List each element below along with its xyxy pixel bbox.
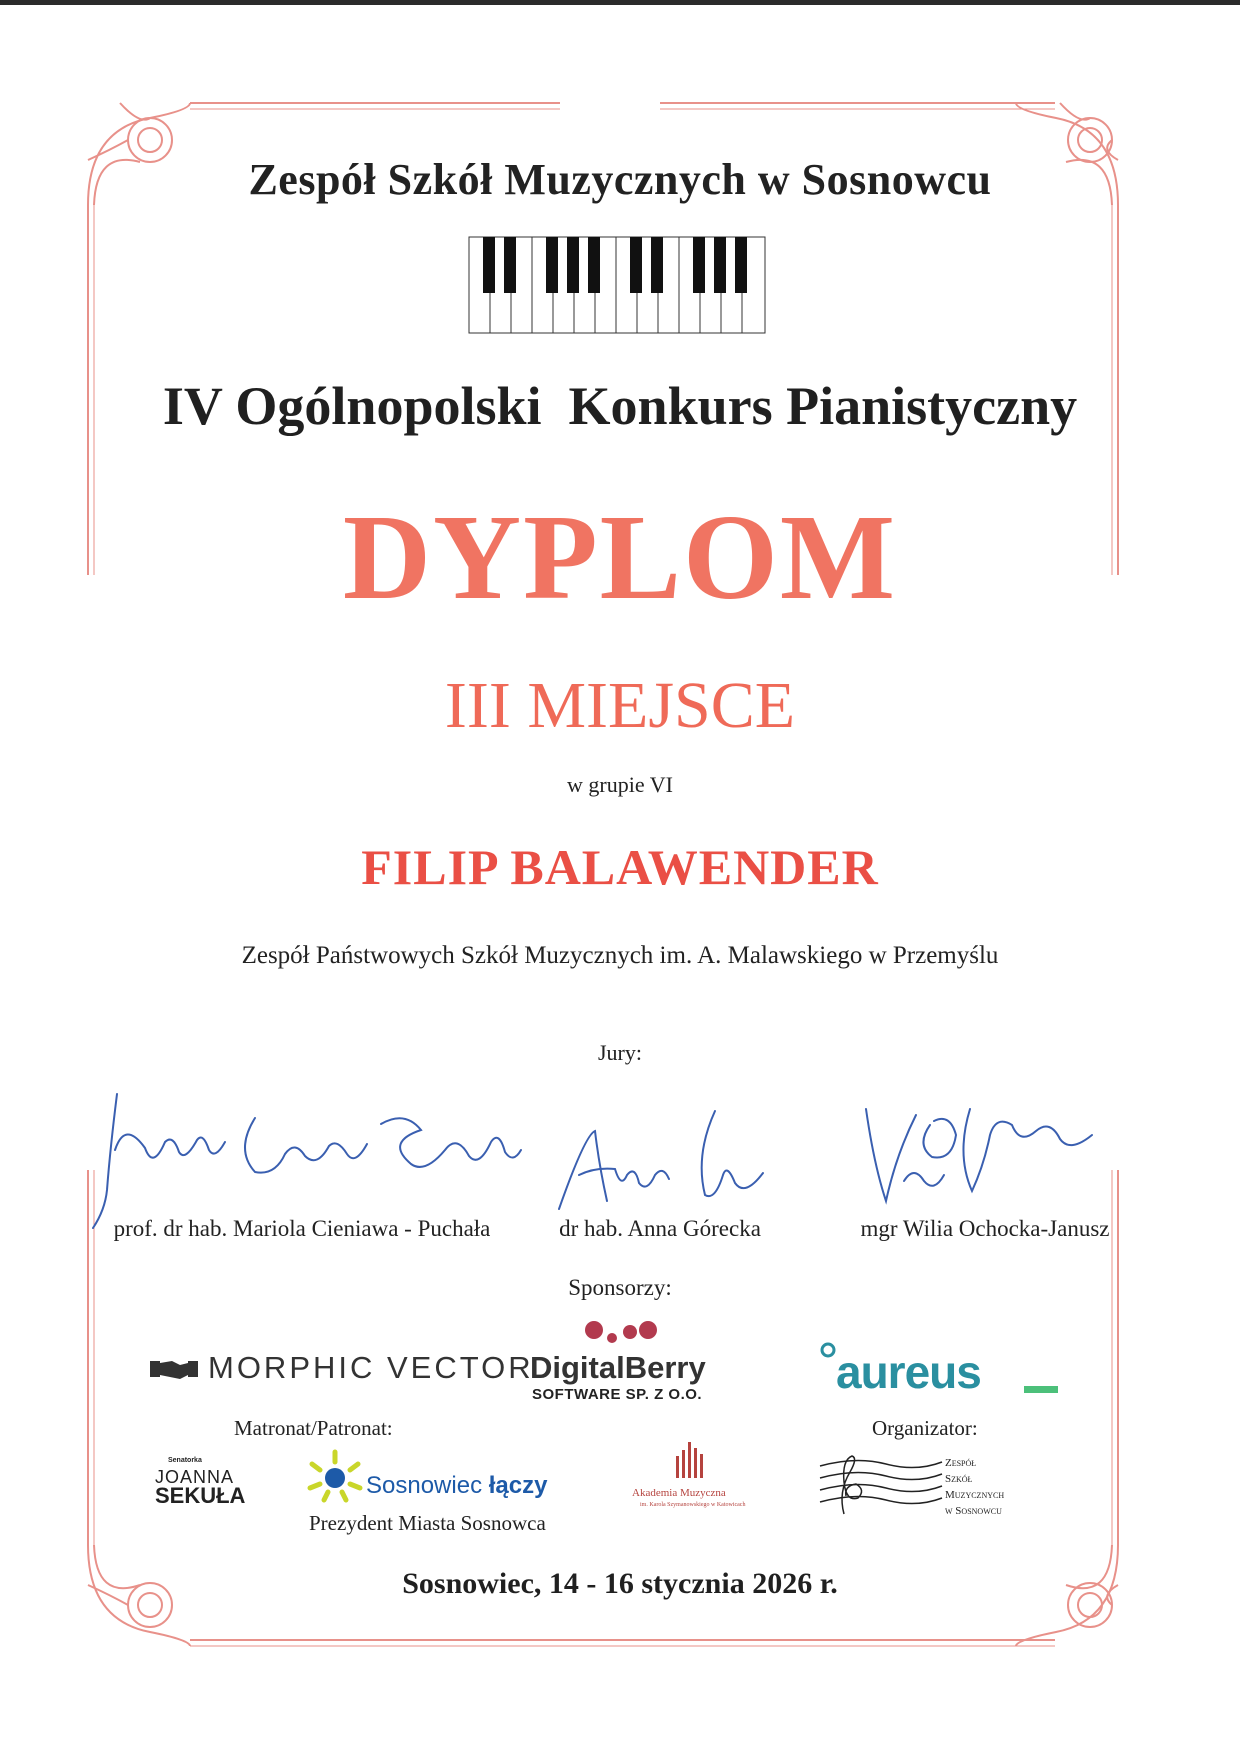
senator-caption: Senatorka	[168, 1457, 202, 1464]
organizer-line-1: Zespół	[945, 1457, 977, 1469]
school-title: Zespół Szkół Muzycznych w Sosnowcu	[248, 155, 992, 204]
morphic-vector-logo: MORPHIC VECTOR	[208, 1350, 534, 1385]
signature-gorecka	[555, 1105, 775, 1215]
digitalberry-berries-icon	[584, 1318, 664, 1348]
signature-ochocka-janusz	[860, 1095, 1100, 1215]
juror-name-ochocka-janusz: mgr Wilia Ochocka-Janusz	[860, 1216, 1110, 1241]
organizer-logo-text	[945, 1455, 1004, 1519]
organizer-label: Organizator:	[872, 1416, 978, 1440]
award-place: III MIEJSCE	[444, 669, 796, 742]
academy-logo-subtitle: im. Karola Szymanowskiego w Katowicach	[640, 1502, 746, 1508]
organizer-line-4: w Sosnowcu	[945, 1505, 1002, 1517]
digitalberry-subtitle: SOFTWARE SP. Z O.O.	[532, 1386, 703, 1403]
sosnowiec-word: Sosnowiec	[366, 1472, 483, 1499]
piano-keyboard-icon	[468, 236, 766, 334]
aureus-logo: aureus	[836, 1346, 981, 1398]
sosnowiec-sun-icon	[304, 1448, 366, 1504]
diploma-title: DYPLOM	[342, 490, 898, 625]
sponsors-label: Sponsorzy:	[568, 1275, 672, 1300]
senator-first-name: JOANNA	[155, 1467, 235, 1487]
aureus-underscore	[1024, 1386, 1058, 1393]
laczy-word: łączy	[488, 1472, 548, 1499]
sosnowiec-laczy-logo	[366, 1472, 547, 1500]
competition-title: IV Ogólnopolski Konkurs Pianistyczny	[162, 376, 1078, 436]
patronage-label: Matronat/Patronat:	[234, 1416, 393, 1440]
juror-name-cieniawa-puchala: prof. dr hab. Mariola Cieniawa - Puchała	[113, 1216, 491, 1241]
academy-pipes-icon	[674, 1440, 704, 1480]
president-caption: Prezydent Miasta Sosnowca	[309, 1511, 546, 1535]
academy-logo-name: Akademia Muzyczna	[632, 1487, 726, 1499]
senator-last-name: SEKUŁA	[155, 1483, 246, 1508]
juror-name-gorecka: dr hab. Anna Górecka	[559, 1216, 761, 1241]
award-group: w grupie VI	[567, 772, 673, 797]
aureus-ring-icon	[818, 1340, 838, 1360]
laureate-school: Zespół Państwowych Szkół Muzycznych im. A. Malawskiego w Przemyślu	[241, 942, 999, 969]
date-place: Sosnowiec, 14 - 16 stycznia 2026 r.	[402, 1567, 838, 1600]
jury-label: Jury:	[598, 1040, 642, 1065]
organizer-line-3: Muzycznych	[945, 1489, 1005, 1501]
signature-cieniawa-puchala	[85, 1090, 525, 1230]
treble-clef-staff-icon	[816, 1452, 944, 1518]
organizer-line-2: Szkół	[945, 1473, 973, 1485]
handshake-icon	[150, 1353, 198, 1383]
laureate-name: FILIP BALAWENDER	[361, 839, 879, 895]
digitalberry-logo: DigitalBerry	[530, 1350, 706, 1385]
